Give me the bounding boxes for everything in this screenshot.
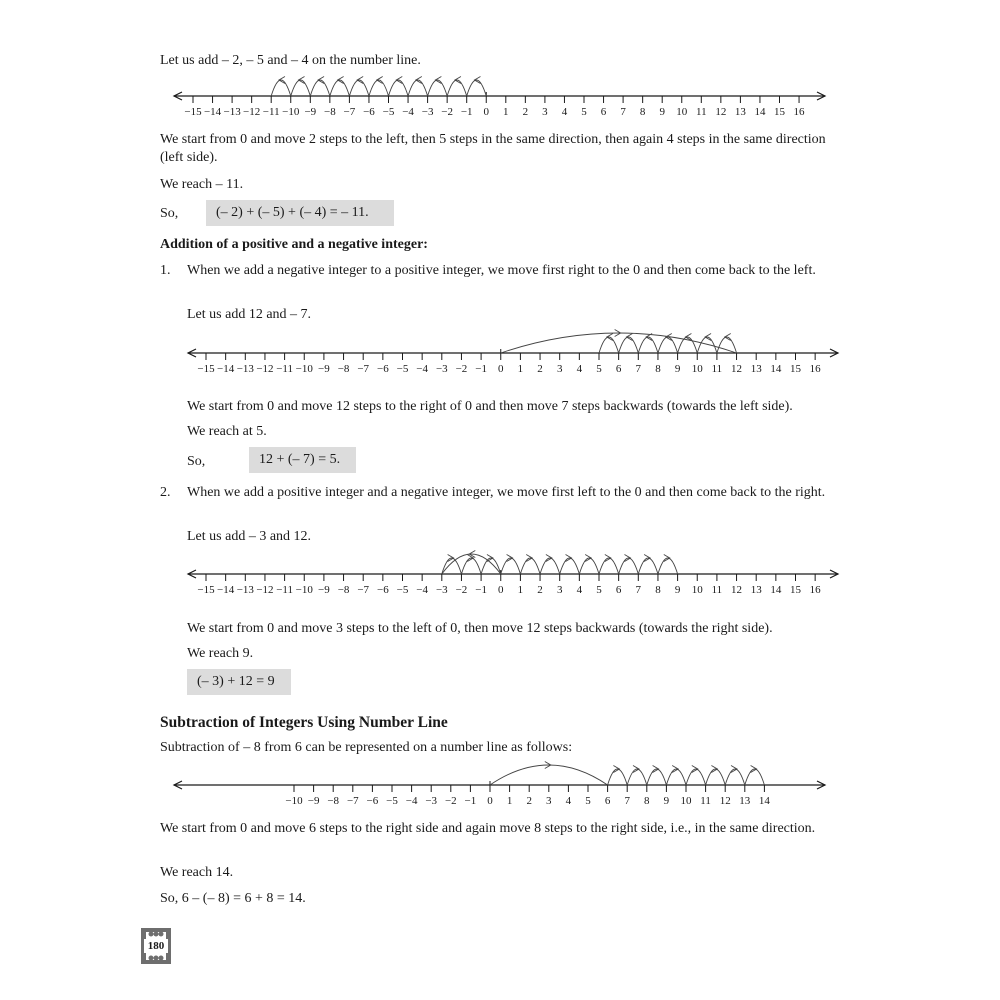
tick-label: 6 xyxy=(604,795,611,807)
number-line-1 xyxy=(0,70,1000,120)
tick-label: −2 xyxy=(441,106,454,118)
tick-label: 12 xyxy=(715,106,727,118)
jump-arc xyxy=(271,80,291,96)
tick-label: 5 xyxy=(581,106,587,118)
tick-label: −5 xyxy=(382,106,395,118)
tick-label: 7 xyxy=(635,584,642,596)
tick-label: 9 xyxy=(674,584,681,596)
tick-label: 10 xyxy=(676,106,688,118)
equation-box-1: (– 2) + (– 5) + (– 4) = – 11. xyxy=(206,200,394,226)
reach-text-1: We reach – 11. xyxy=(160,177,244,192)
jump-arc xyxy=(467,80,487,96)
tick-label: −7 xyxy=(357,584,370,596)
reach-text-2: We reach at 5. xyxy=(187,424,267,439)
tick-label: −9 xyxy=(307,795,320,807)
tick-label: −5 xyxy=(396,363,409,375)
jump-arc xyxy=(619,337,639,353)
tick-label: 0 xyxy=(498,584,504,596)
tick-label: −9 xyxy=(304,106,317,118)
tick-label: −1 xyxy=(460,106,473,118)
tick-label: 6 xyxy=(615,584,622,596)
jump-arc xyxy=(428,80,448,96)
so-label-2: So, xyxy=(187,454,206,469)
tick-label: 11 xyxy=(711,363,723,375)
tick-label: 8 xyxy=(655,584,661,596)
tick-label: −7 xyxy=(346,795,359,807)
jump-arc xyxy=(686,769,706,785)
tick-label: 14 xyxy=(770,363,782,375)
page-number-badge xyxy=(140,927,172,965)
tick-label: 13 xyxy=(734,106,746,118)
tick-label: 1 xyxy=(517,363,524,375)
tick-label: 15 xyxy=(774,106,785,118)
tick-label: −4 xyxy=(416,584,429,596)
tick-label: −3 xyxy=(421,106,434,118)
tick-label: −10 xyxy=(282,106,300,118)
tick-label: 10 xyxy=(680,795,692,807)
tick-label: 13 xyxy=(750,363,762,375)
tick-label: 3 xyxy=(542,106,548,118)
tick-label: 15 xyxy=(790,584,801,596)
jump-arc xyxy=(666,769,686,785)
result-text-4: So, 6 – (– 8) = 6 + 8 = 14. xyxy=(160,891,306,906)
jump-arc xyxy=(706,769,726,785)
tick-label: 13 xyxy=(750,584,762,596)
tick-label: 6 xyxy=(600,106,607,118)
tick-label: 14 xyxy=(754,106,766,118)
tick-label: −2 xyxy=(455,363,468,375)
tick-label: −1 xyxy=(475,363,487,375)
tick-label: 5 xyxy=(596,363,602,375)
jump-arc xyxy=(579,558,599,574)
tick-label: 12 xyxy=(731,584,743,596)
tick-label: −12 xyxy=(256,584,274,596)
tick-label: −4 xyxy=(416,363,429,375)
jump-arc xyxy=(408,80,428,96)
tick-label: 16 xyxy=(809,363,821,375)
tick-label: −11 xyxy=(262,106,280,118)
tick-label: 11 xyxy=(696,106,707,118)
tick-label: −3 xyxy=(435,363,448,375)
tick-label: −3 xyxy=(425,795,438,807)
jump-arc xyxy=(447,80,467,96)
number-line-3 xyxy=(0,545,1000,610)
tick-label: −6 xyxy=(376,584,389,596)
tick-label: −6 xyxy=(363,106,375,118)
jump-arc xyxy=(697,337,717,353)
jump-arc xyxy=(540,558,560,574)
heading-subtraction: Subtraction of Integers Using Number Line xyxy=(160,714,448,731)
jump-arc xyxy=(599,337,619,353)
tick-label: 14 xyxy=(770,584,782,596)
tick-label: −10 xyxy=(295,584,313,596)
jump-arc xyxy=(310,80,330,96)
tick-label: 1 xyxy=(517,584,524,596)
tick-label: 14 xyxy=(758,795,770,807)
heading-positive-negative: Addition of a positive and a negative integer: xyxy=(160,237,428,252)
tick-label: −7 xyxy=(343,106,356,118)
tick-label: 16 xyxy=(793,106,805,118)
tick-label: 9 xyxy=(663,795,670,807)
equation-box-3: (– 3) + 12 = 9 xyxy=(187,669,291,695)
tick-label: 5 xyxy=(596,584,602,596)
tick-label: 2 xyxy=(537,584,543,596)
equation-box-2: 12 + (– 7) = 5. xyxy=(249,447,356,473)
jump-arc xyxy=(442,558,462,574)
tick-label: 10 xyxy=(691,584,703,596)
tick-label: 13 xyxy=(739,795,751,807)
tick-label: −4 xyxy=(402,106,414,118)
tick-label: 6 xyxy=(615,363,622,375)
jump-arc xyxy=(520,558,540,574)
intro-text-2: Let us add 12 and – 7. xyxy=(187,307,312,322)
tick-label: 16 xyxy=(809,584,821,596)
jump-arc xyxy=(647,769,667,785)
tick-label: −4 xyxy=(405,795,418,807)
tick-label: −15 xyxy=(197,363,215,375)
item2-text: When we add a positive integer and a negative integer, we move first left to the 0 and then come back to the right. xyxy=(187,485,826,500)
tick-label: −15 xyxy=(197,584,215,596)
tick-label: −9 xyxy=(318,363,330,375)
explain-text-4: We start from 0 and move 6 steps to the right side and again move 8 steps to the right side, i.e., in the same direction. xyxy=(160,821,816,836)
jump-arc xyxy=(490,765,608,785)
intro-text-4: Subtraction of – 8 from 6 can be represented on a number line as follows: xyxy=(160,740,573,755)
tick-label: 4 xyxy=(576,584,583,596)
tick-label: 11 xyxy=(700,795,711,807)
tick-label: −7 xyxy=(357,363,370,375)
jump-arc xyxy=(330,80,350,96)
jump-arc xyxy=(501,558,521,574)
tick-label: −10 xyxy=(285,795,303,807)
item1-text: When we add a negative integer to a positive integer, we move first right to the 0 and then come back to the left. xyxy=(187,263,816,278)
reach-text-3: We reach 9. xyxy=(187,646,254,661)
tick-label: 0 xyxy=(483,106,489,118)
page-number: 180 xyxy=(144,939,168,953)
tick-label: −1 xyxy=(475,584,487,596)
tick-label: 2 xyxy=(537,363,543,375)
jump-arc xyxy=(717,337,737,353)
tick-label: 9 xyxy=(659,106,665,118)
jump-arc xyxy=(658,337,678,353)
tick-label: −5 xyxy=(386,795,398,807)
jump-arc xyxy=(481,558,501,574)
list-marker-2: 2. xyxy=(160,485,171,500)
tick-label: 3 xyxy=(556,584,563,596)
tick-label: 0 xyxy=(498,363,504,375)
jump-arc xyxy=(369,80,389,96)
number-line-4 xyxy=(0,755,1000,810)
tick-label: −15 xyxy=(184,106,202,118)
intro-text-1: Let us add – 2, – 5 and – 4 on the number line. xyxy=(160,53,421,68)
tick-label: 7 xyxy=(635,363,642,375)
tick-label: −1 xyxy=(464,795,477,807)
tick-label: −2 xyxy=(455,584,468,596)
tick-label: −2 xyxy=(444,795,457,807)
jump-arc xyxy=(461,558,481,574)
jump-arc xyxy=(291,80,311,96)
tick-label: 4 xyxy=(561,106,568,118)
tick-label: −8 xyxy=(337,584,350,596)
tick-label: 3 xyxy=(556,363,563,375)
jump-arc xyxy=(725,769,745,785)
tick-label: 5 xyxy=(585,795,591,807)
tick-label: −6 xyxy=(366,795,379,807)
tick-label: −13 xyxy=(236,584,254,596)
tick-label: −14 xyxy=(217,363,235,375)
tick-label: −11 xyxy=(276,363,293,375)
tick-label: −12 xyxy=(243,106,261,118)
tick-label: 7 xyxy=(624,795,630,807)
jump-arc xyxy=(745,769,765,785)
tick-label: 9 xyxy=(674,363,681,375)
jump-arc xyxy=(560,558,580,574)
tick-label: −10 xyxy=(295,363,313,375)
tick-label: 1 xyxy=(503,106,509,118)
number-line-2 xyxy=(0,320,1000,390)
jump-arc xyxy=(349,80,369,96)
tick-label: 7 xyxy=(620,106,626,118)
explain-text-3: We start from 0 and move 3 steps to the left of 0, then move 12 steps backwards (towards the right side). xyxy=(187,621,773,636)
so-label-1: So, xyxy=(160,206,179,221)
explain-text-2: We start from 0 and move 12 steps to the right of 0 and then move 7 steps backwards (towards the left side). xyxy=(187,399,793,414)
tick-label: 12 xyxy=(731,363,743,375)
jump-arc xyxy=(608,769,628,785)
jump-arc xyxy=(627,769,647,785)
tick-label: −11 xyxy=(276,584,293,596)
jump-arc xyxy=(638,337,658,353)
tick-label: −8 xyxy=(323,106,336,118)
jump-arc xyxy=(389,80,409,96)
explain-text-1: We start from 0 and move 2 steps to the left, then 5 steps in the same direction, then again 4 steps in the same direction (left side). xyxy=(160,132,826,165)
jump-arc xyxy=(638,558,658,574)
jump-arc xyxy=(619,558,639,574)
tick-label: 1 xyxy=(506,795,513,807)
tick-label: 10 xyxy=(691,363,703,375)
tick-label: −8 xyxy=(327,795,340,807)
tick-label: −6 xyxy=(376,363,389,375)
tick-label: −3 xyxy=(435,584,448,596)
tick-label: 2 xyxy=(522,106,529,118)
tick-label: −8 xyxy=(337,363,350,375)
reach-text-4: We reach 14. xyxy=(160,865,234,880)
tick-label: 4 xyxy=(565,795,572,807)
tick-label: 3 xyxy=(546,795,552,807)
intro-text-3: Let us add – 3 and 12. xyxy=(187,529,312,544)
tick-label: −5 xyxy=(396,584,409,596)
tick-label: 0 xyxy=(487,795,493,807)
jump-arc xyxy=(599,558,619,574)
tick-label: −14 xyxy=(217,584,235,596)
jump-arc xyxy=(658,558,678,574)
tick-label: 4 xyxy=(576,363,583,375)
tick-label: −12 xyxy=(256,363,274,375)
tick-label: −9 xyxy=(318,584,330,596)
tick-label: −14 xyxy=(203,106,222,118)
tick-label: 12 xyxy=(719,795,731,807)
tick-label: −13 xyxy=(236,363,254,375)
tick-label: 15 xyxy=(790,363,801,375)
tick-label: 8 xyxy=(639,106,646,118)
list-marker-1: 1. xyxy=(160,263,171,278)
tick-label: 8 xyxy=(655,363,661,375)
tick-label: 8 xyxy=(644,795,650,807)
tick-label: 2 xyxy=(526,795,532,807)
tick-label: −13 xyxy=(223,106,241,118)
tick-label: 11 xyxy=(711,584,723,596)
